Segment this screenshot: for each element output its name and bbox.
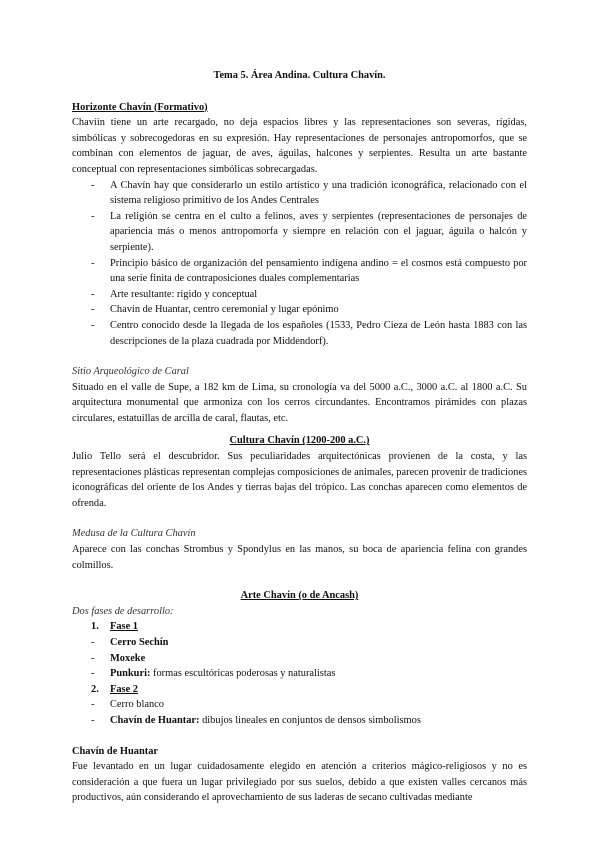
section-heading-horizonte: Horizonte Chavín (Formativo) bbox=[72, 101, 208, 113]
list-item: - Chavín de Huantar, centro ceremonial y lugar epónimo bbox=[91, 304, 339, 316]
paragraph-horizonte: Chavíín tiene un arte recargado, no deja espacios libres y las representaciones son severas, rígidas, simbólicas y sobrecogedoras en su expresión. Hay representaciones de personajes antropomorfos, que se combinan con elementos de jaguar, de aves, águilas, halcones y serpientes. Resulta un arte bastante conceptual con representaciones simbólicas sobrecargadas. bbox=[72, 117, 527, 175]
bullet-list-horizonte bbox=[72, 178, 527, 350]
section-heading-arte-chavin: Arte Chavín (o de Ancash) bbox=[240, 590, 359, 602]
list-item: - Cerro blanco bbox=[91, 699, 164, 711]
list-item: - Cerro Sechín bbox=[91, 637, 169, 648]
paragraph-medusa: Aparece con las conchas Strombus y Spondylus en las manos, su boca de apariencia felina con grandes colmillos. bbox=[72, 544, 527, 571]
list-item: - Arte resultante: rígido y conceptual bbox=[91, 288, 258, 300]
phase-list bbox=[72, 619, 527, 728]
section-heading-caral: Sitio Arqueológico de Caral bbox=[72, 366, 189, 378]
list-item: - Moxeke bbox=[91, 652, 146, 664]
section-heading-cultura-chavin: Cultura Chavín (1200-200 a.C.) bbox=[229, 435, 370, 447]
list-item: - A Chavín hay que considerarlo un estilo artístico y una tradición iconográfica, relacionado con el sistema religioso primitivo de los Andes Centrales bbox=[91, 179, 527, 207]
paragraph-cultura-chavin: Julio Tello será el descubridor. Sus peculiaridades arquitectónicas provienen de la costa, y las representaciones plásticas representan complejas composiciones de animales, parecen provenir de tradiciones iconográficas del oriente de los Andes y tierras bajas del trópico. Las conchas aparecen como elementos de ofrenda. bbox=[72, 451, 527, 509]
list-item: - Punkuri: formas escultóricas poderosas y naturalistas bbox=[91, 668, 336, 680]
paragraph-caral: Situado en el valle de Supe, a 182 km de Lima, su cronología va del 5000 a.C., 3000 a.C. al 1800 a.C. Su arquitectura monumental que armoniza con los cerros circundantes. Encontramos pirámides con plazas circulares, estatuillas de arcilla de caral, flautas, etc. bbox=[72, 381, 527, 424]
subheading-fases: Dos fases de desarrollo: bbox=[72, 605, 174, 617]
list-item-phase-1: 1. Fase 1 bbox=[91, 621, 138, 633]
section-heading-medusa: Medusa de la Cultura Chavín bbox=[72, 528, 196, 540]
list-item: - Chavín de Huantar: dibujos lineales en conjuntos de densos simbolismos bbox=[91, 714, 421, 726]
list-item-phase-2: 2. Fase 2 bbox=[91, 683, 138, 695]
list-item: - Centro conocido desde la llegada de los españoles (1533, Pedro Cieza de León hasta 1883 con las descripciones de la plaza cuadrada por Middendorf). bbox=[91, 319, 527, 347]
document-body bbox=[72, 68, 527, 806]
list-item: - Principio básico de organización del pensamiento indígena andino = el cosmos está compuesto por una serie finita de contraposiciones duales complementarias bbox=[91, 257, 527, 285]
section-heading-huantar: Chavín de Huantar bbox=[72, 745, 159, 757]
document-title: Tema 5. Área Andina. Cultura Chavín. bbox=[213, 70, 386, 81]
list-item: - La religión se centra en el culto a felinos, aves y serpientes (representaciones de personajes de apariencia más o menos antropomorfa y siempre en relación con el jaguar, águila o halcón y serpiente). bbox=[91, 210, 527, 253]
paragraph-huantar: Fue levantado en un lugar cuidadosamente elegido en atención a criterios mágico-religiosos y no es consideración a que fuera un lugar privilegiado por sus suelos, debido a que existen valles cercanos más productivos, aún considerando el aprovechamiento de sus laderas de secano cultivadas mediante bbox=[72, 761, 527, 804]
